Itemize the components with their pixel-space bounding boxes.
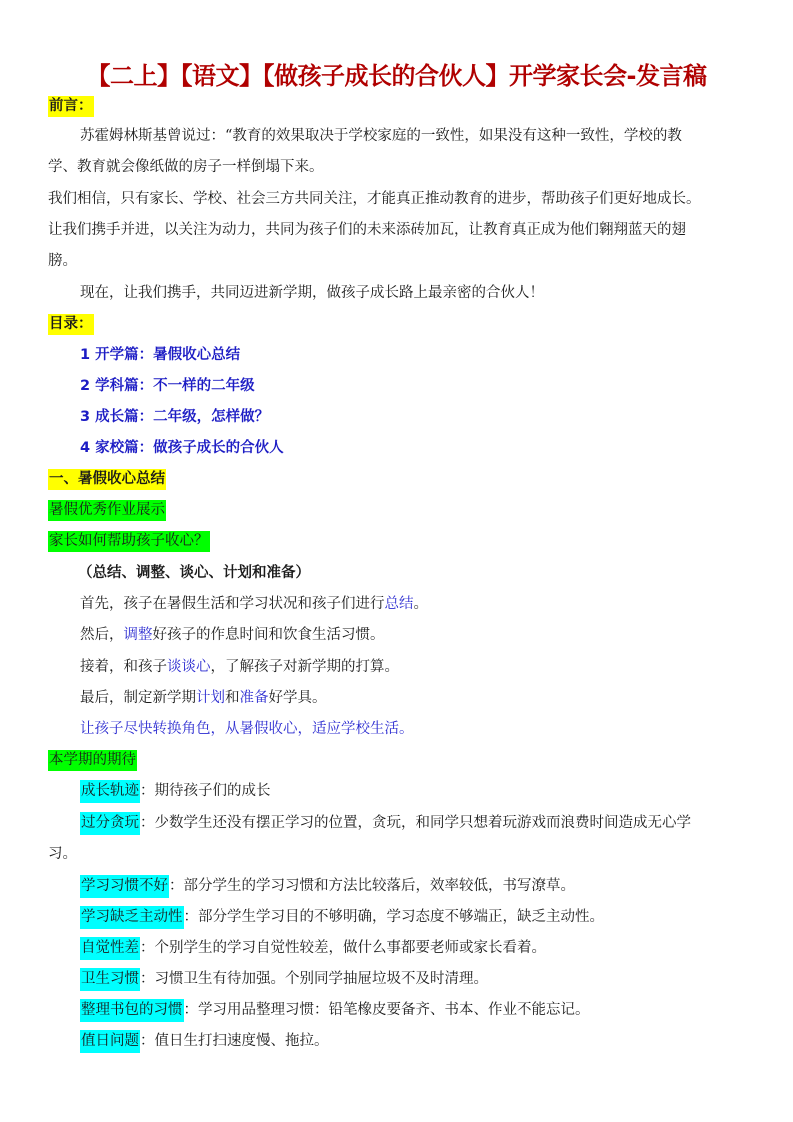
preface-para2-line1: 我们相信，只有家长、学校、社会三方共同关注，才能真正推动教育的进步，帮助孩子们更好地成长。: [48, 191, 701, 207]
section1-conclusion: 让孩子尽快转换角色，从暑假收心，适应学校生活。: [80, 721, 414, 737]
expectations-heading: [48, 750, 137, 770]
step-4-key: 计划: [196, 690, 225, 706]
expectation-item-8: [80, 1031, 329, 1051]
step-1-pre: 首先，孩子在暑假生活和学习状况和孩子们进行: [80, 596, 385, 612]
section1-heading: [48, 469, 166, 489]
step-3-key: 谈谈心: [167, 659, 211, 675]
expectation-text: ：少数学生还没有摆正学习的位置，贪玩，和同学只想着玩游戏而浪费时间造成无心学: [140, 815, 691, 831]
expectation-label: 成长轨迹: [80, 780, 140, 803]
step-4-pre: 最后，制定新学期: [80, 690, 196, 706]
preface-para3: 现在，让我们携手，共同迈进新学期，做孩子成长路上最亲密的合伙人！: [80, 285, 544, 301]
step-4: [80, 688, 327, 708]
step-1-post: 。: [413, 596, 428, 612]
preface-para1-line1: 苏霍姆林斯基曾说过：“教育的效果取决于学校家庭的一致性，如果没有这种一致性，学校的教: [80, 128, 682, 144]
toc-heading: [48, 314, 94, 334]
toc-item-2[interactable]: 2 学科篇：不一样的二年级: [80, 378, 255, 394]
expectation-item-7: [80, 1000, 590, 1020]
step-1-key: 总结: [384, 596, 414, 612]
toc-item-3[interactable]: 3 成长篇：二年级，怎样做？: [80, 409, 270, 425]
expectation-label: 自觉性差: [80, 937, 140, 960]
step-3: [80, 657, 399, 677]
step-4-post: 好学具。: [268, 690, 327, 706]
expectation-text: ：值日生打扫速度慢、拖拉。: [140, 1033, 329, 1049]
section1-sub1-text: 暑假优秀作业展示: [48, 500, 166, 521]
expectation-text: ：期待孩子们的成长: [140, 783, 271, 799]
preface-heading-text: 前言：: [48, 96, 94, 117]
preface-para1-line2: 学、教育就会像纸做的房子一样倒塌下来。: [48, 159, 324, 175]
expectation-item-5: [80, 938, 546, 958]
section1-sub2-text: 家长如何帮助孩子收心？: [48, 531, 210, 552]
expectations-heading-text: 本学期的期待: [48, 750, 137, 771]
expectation-text: ：学习用品整理习惯：铅笔橡皮要备齐、书本、作业不能忘记。: [183, 1002, 590, 1018]
step-2-post: 好孩子的作息时间和饮食生活习惯。: [152, 627, 385, 643]
toc-item-4[interactable]: 4 家校篇：做孩子成长的合伙人: [80, 440, 284, 456]
expectation-text: ：部分学生的学习习惯和方法比较落后，效率较低，书写潦草。: [169, 878, 575, 894]
expectation-label: 值日问题: [80, 1030, 140, 1053]
expectation-label: 过分贪玩: [80, 812, 140, 835]
expectation-item-3: [80, 876, 575, 896]
preface-para2-line3: 膀。: [48, 253, 77, 269]
expectation-text: ：习惯卫生有待加强。个别同学抽屉垃圾不及时清理。: [140, 971, 488, 987]
expectation-label: 整理书包的习惯: [80, 999, 184, 1022]
expectation-item-2-cont: 习。: [48, 846, 77, 862]
document-title: 【二上】【语文】【做孩子成长的合伙人】开学家长会-发言稿: [86, 62, 707, 90]
preface-para2-line2: 让我们携手并进，以关注为动力，共同为孩子们的未来添砖加瓦，让教育真正成为他们翱翔蓝天的翅: [48, 222, 686, 238]
toc-heading-text: 目录：: [48, 314, 94, 335]
section1-sub1: [48, 500, 166, 520]
expectation-item-1: [80, 781, 271, 801]
section1-sub2: [48, 531, 210, 551]
step-2-key: 调整: [123, 627, 153, 643]
expectation-item-4: [80, 907, 604, 927]
step-1: [80, 594, 428, 614]
section1-summary: （总结、调整、谈心、计划和准备）: [78, 565, 310, 581]
expectation-label: 学习习惯不好: [80, 875, 169, 898]
expectation-item-6: [80, 969, 488, 989]
step-4-key2: 准备: [239, 690, 269, 706]
preface-heading: [48, 96, 94, 116]
step-3-post: ，了解孩子对新学期的打算。: [210, 659, 399, 675]
toc-item-1[interactable]: 1 开学篇：暑假收心总结: [80, 347, 241, 363]
section1-heading-text: 一、暑假收心总结: [48, 469, 166, 490]
expectation-item-2: [80, 813, 691, 833]
step-4-mid: 和: [225, 690, 240, 706]
expectation-text: ：部分学生学习目的不够明确，学习态度不够端正，缺乏主动性。: [183, 909, 604, 925]
step-3-pre: 接着，和孩子: [80, 659, 167, 675]
expectation-label: 学习缺乏主动性: [80, 906, 184, 929]
expectation-label: 卫生习惯: [80, 968, 140, 991]
step-2: [80, 625, 385, 645]
step-2-pre: 然后，: [80, 627, 124, 643]
expectation-text: ：个别学生的学习自觉性较差，做什么事都要老师或家长看着。: [140, 940, 546, 956]
